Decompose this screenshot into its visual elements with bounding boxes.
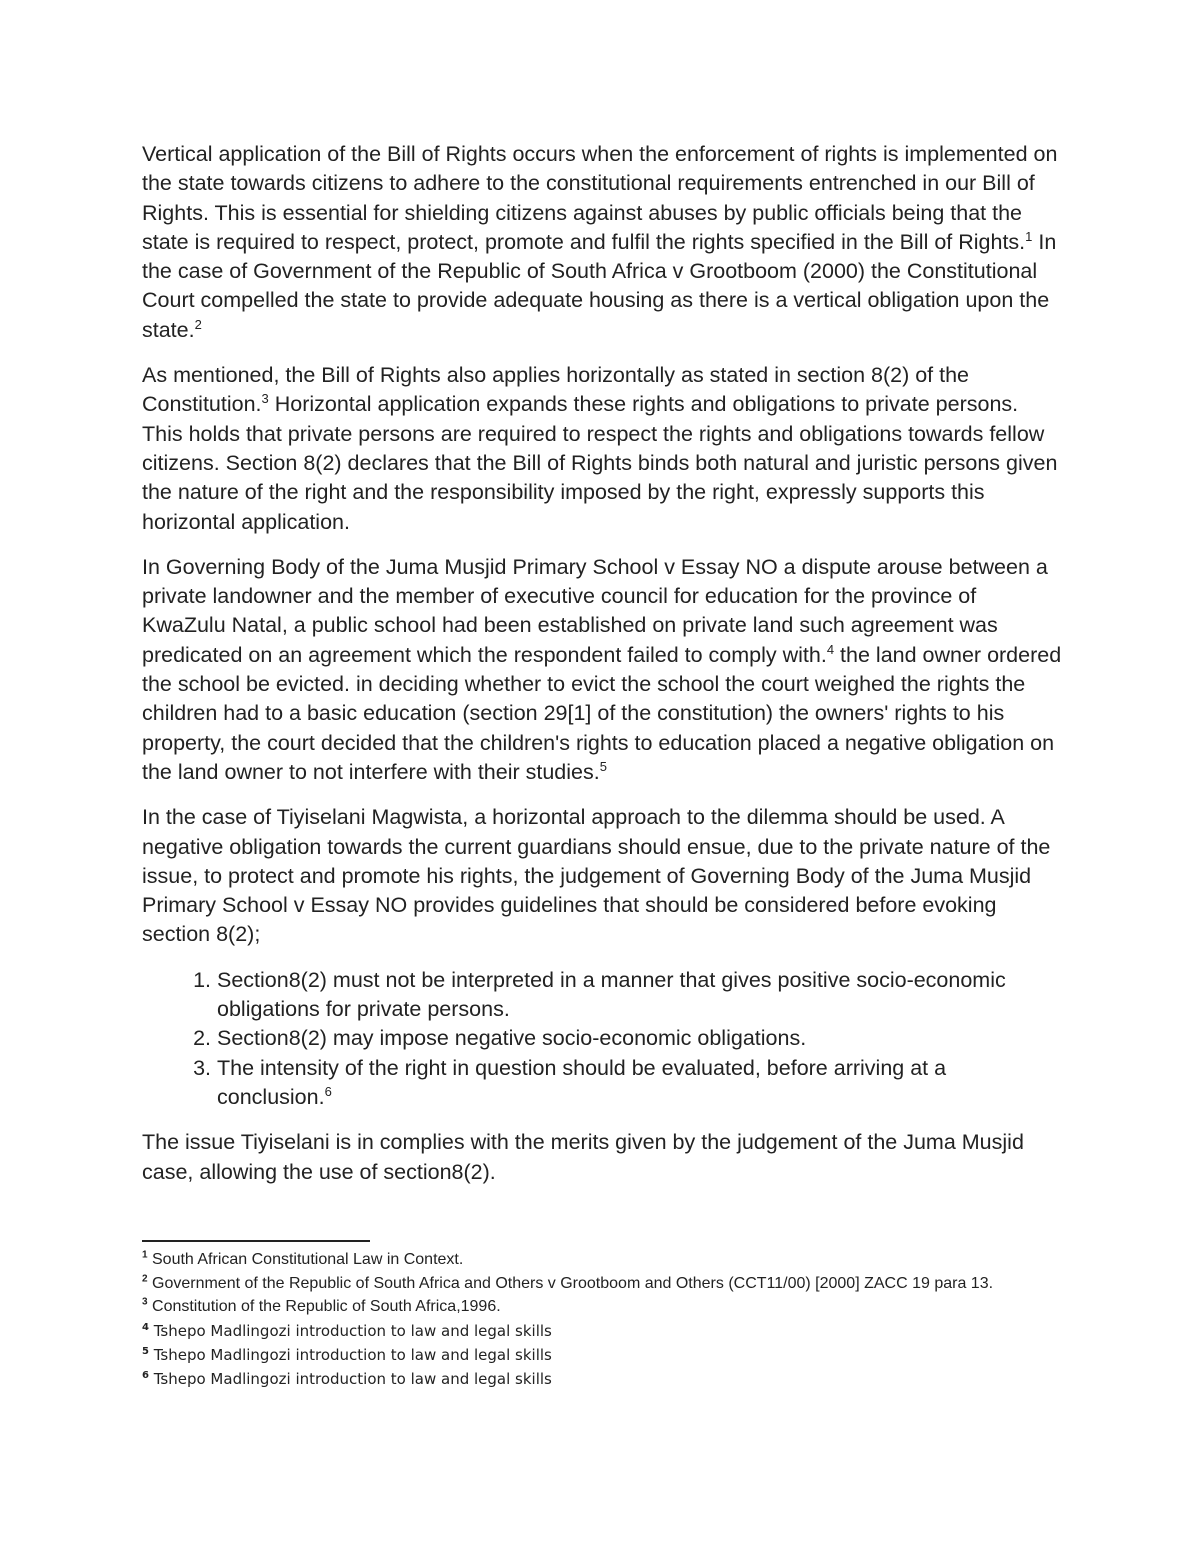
footnote-text: Tshepo Madlingozi introduction to law and legal skills — [148, 1345, 552, 1364]
list-item — [217, 1024, 1064, 1053]
paragraph-text: In the case of Tiyiselani Magwista, a horizontal approach to the dilemma should be used. A negative obligation towards the current guardians should ensue, due to the private nature of the issue, to protect and promote his rights, the judgement of Governing Body of the Juma Musjid Primary School v Essay NO provides guidelines that should be considered before evoking section 8(2); — [142, 805, 1051, 947]
document-body — [142, 140, 1064, 1203]
paragraph-juma-musjid-case — [142, 553, 1064, 787]
footnote-number: 1 — [142, 1249, 148, 1261]
list-item-text: Section8(2) may impose negative socio-economic obligations. — [217, 1026, 807, 1051]
paragraph-text: As mentioned, the Bill of Rights also applies horizontally as stated in section 8(2) of the Constitution. — [142, 363, 970, 417]
footnote-number: 2 — [142, 1273, 148, 1285]
paragraph-tiyiselani-case — [142, 803, 1064, 949]
footnote-6 — [142, 1367, 1064, 1391]
footnote-ref-1: 1 — [1025, 228, 1033, 244]
footnote-2 — [142, 1272, 1064, 1296]
paragraph-horizontal-application — [142, 361, 1064, 537]
footnote-text: Tshepo Madlingozi introduction to law and legal skills — [148, 1321, 552, 1340]
paragraph-text: Vertical application of the Bill of Rights occurs when the enforcement of rights is implemented on the state towards citizens to adhere to the constitutional requirements entrenched in our Bill of Rights. This is essential for shielding citizens against abuses by public officials being that the state is required to respect, protect, promote and fulfil the rights specified in the Bill of Rights. — [142, 142, 1058, 254]
footnote-number: 6 — [142, 1369, 149, 1381]
footnotes-section — [142, 1240, 1064, 1391]
footnote-3 — [142, 1295, 1064, 1319]
paragraph-text: In Governing Body of the Juma Musjid Primary School v Essay NO a dispute arouse between a private landowner and the member of executive council for education for the province of KwaZulu Natal, a public school had been established on private land such agreement was predicated on an agreement which the respondent failed to comply with. — [142, 554, 1048, 667]
footnote-text: Tshepo Madlingozi introduction to law and legal skills — [148, 1369, 552, 1388]
paragraph-closing: The issue Tiyiselani is in complies with the merits given by the judgement of the Juma Musjid case, allowing the use of section8(2). — [142, 1130, 1024, 1184]
paragraph-text: Horizontal application expands these rights and obligations to private persons. This holds that private persons are required to respect the rights and obligations towards fellow citizens. Section 8(2) declares that the Bill of Rights binds both natural and juristic persons given the nature of the right and the responsibility imposed by the right, expressly supports this horizontal application. — [142, 392, 1058, 534]
footnote-text: Government of the Republic of South Africa and Others v Grootboom and Others (CCT11/00) [2000] ZACC 19 para 13. — [147, 1274, 994, 1292]
footnote-number: 5 — [142, 1345, 149, 1357]
footnote-ref-3: 3 — [261, 391, 269, 407]
footnote-text: South African Constitutional Law in Context. — [147, 1251, 464, 1268]
footnote-ref-5: 5 — [599, 758, 607, 774]
guidelines-list — [142, 966, 1064, 1112]
footnote-1 — [142, 1248, 1064, 1272]
footnote-number: 3 — [142, 1296, 148, 1308]
list-item-text: Section8(2) must not be interpreted in a manner that gives positive socio-economic obligations for private persons. — [217, 967, 1006, 1022]
footnote-4 — [142, 1319, 1064, 1343]
footnote-text: Constitution of the Republic of South Africa,1996. — [147, 1298, 501, 1315]
footnote-ref-2: 2 — [194, 316, 202, 332]
footnote-ref-4: 4 — [826, 641, 835, 657]
paragraph-vertical-application — [142, 140, 1064, 345]
list-item — [217, 1054, 1064, 1113]
list-item-text: The intensity of the right in question should be evaluated, before arriving at a conclusion. — [217, 1055, 947, 1109]
list-item — [217, 966, 1064, 1025]
paragraph-text: the land owner ordered the school be evicted. in deciding whether to evict the school the court weighed the rights the children had to a basic education (section 29[1] of the constitution) the owners' rights to his property, the court decided that the children's rights to education placed a negative obligation on the land owner to not interfere with their studies. — [142, 642, 1062, 784]
footnote-number: 4 — [142, 1321, 149, 1333]
footnote-ref-6: 6 — [324, 1083, 332, 1099]
paragraph-text: In the case of Government of the Republic of South Africa v Grootboom (2000) the Constitutional Court compelled the state to provide adequate housing as there is a vertical obligation upon the state. — [142, 229, 1057, 342]
footnote-5 — [142, 1343, 1064, 1367]
footnote-separator — [142, 1240, 370, 1242]
